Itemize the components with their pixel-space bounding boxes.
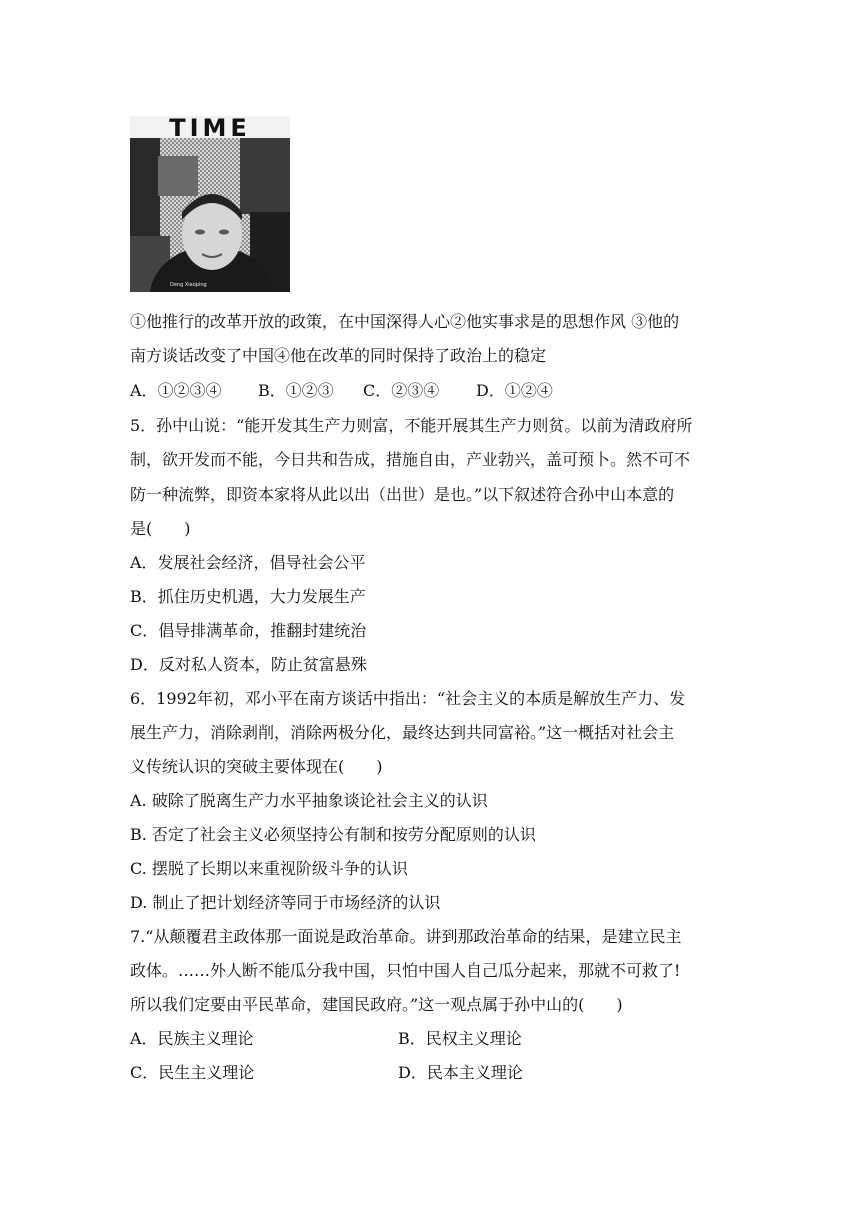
q7-option-b: B．民权主义理论 <box>398 1029 522 1048</box>
q6-stem-line-2: 展生产力，消除剥削，消除两极分化，最终达到共同富裕。”这一概括对社会主 <box>130 723 675 742</box>
q5-stem-line-3: 防一种流弊，即资本家将从此以出（出世）是也。”以下叙述符合孙中山本意的 <box>130 485 675 504</box>
q5-stem-line-1: 5．孙中山说：“能开发其生产力则富，不能开展其生产力则贫。以前为清政府所 <box>130 416 693 435</box>
q7-option-c: C．民生主义理论 <box>130 1063 255 1082</box>
q4-option-b: B．①②③ <box>258 381 334 400</box>
q7-option-d: D．民本主义理论 <box>398 1063 523 1082</box>
photo-caption: Deng Xiaoping <box>170 282 207 288</box>
q4-statement-line-1: ①他推行的改革开放的政策，在中国深得人心②他实事求是的思想作风 ③他的 <box>130 312 680 331</box>
q7-option-a: A．民族主义理论 <box>130 1029 254 1048</box>
q6-option-c: C. 摆脱了长期以来重视阶级斗争的认识 <box>130 859 408 878</box>
q5-option-b: B．抓住历史机遇，大力发展生产 <box>130 587 366 606</box>
q5-stem-line-2: 制，欲开发而不能，今日共和告成，措施自由，产业勃兴，盖可预卜。然不可不 <box>130 450 691 469</box>
q5-option-c: C．倡导排满革命，推翻封建统治 <box>130 621 367 640</box>
q5-option-a: A．发展社会经济，倡导社会公平 <box>130 553 366 572</box>
q6-option-a: A. 破除了脱离生产力水平抽象谈论社会主义的认识 <box>130 791 488 810</box>
q4-statement-line-2: 南方谈话改变了中国④他在改革的同时保持了政治上的稳定 <box>130 346 547 365</box>
q5-option-d: D．反对私人资本，防止贫富悬殊 <box>130 655 367 674</box>
q6-option-b: B. 否定了社会主义必须坚持公有制和按劳分配原则的认识 <box>130 825 536 844</box>
q6-stem-line-3: 义传统认识的突破主要体现在( ) <box>130 757 383 776</box>
q7-stem-line-2: 政体。……外人断不能瓜分我中国，只怕中国人自己瓜分起来，那就不可救了! <box>130 961 681 980</box>
magazine-cover-photo <box>130 116 290 292</box>
q7-stem-line-1: 7.“从颠覆君主政体那一面说是政治革命。讲到那政治革命的结果，是建立民主 <box>130 927 682 946</box>
q7-stem-line-3: 所以我们定要由平民革命，建国民政府。”这一观点属于孙中山的( ) <box>130 995 623 1014</box>
q6-option-d: D. 制止了把计划经济等同于市场经济的认识 <box>130 893 441 912</box>
q4-option-d: D．①②④ <box>476 381 553 400</box>
masthead-text: TIME <box>169 116 251 142</box>
q6-stem-line-1: 6．1992年初，邓小平在南方谈话中指出：“社会主义的本质是解放生产力、发 <box>130 689 686 708</box>
q4-option-a: A．①②③④ <box>130 381 222 400</box>
q5-stem-line-4: 是( ) <box>130 519 191 538</box>
q4-option-c: C．②③④ <box>363 381 440 400</box>
